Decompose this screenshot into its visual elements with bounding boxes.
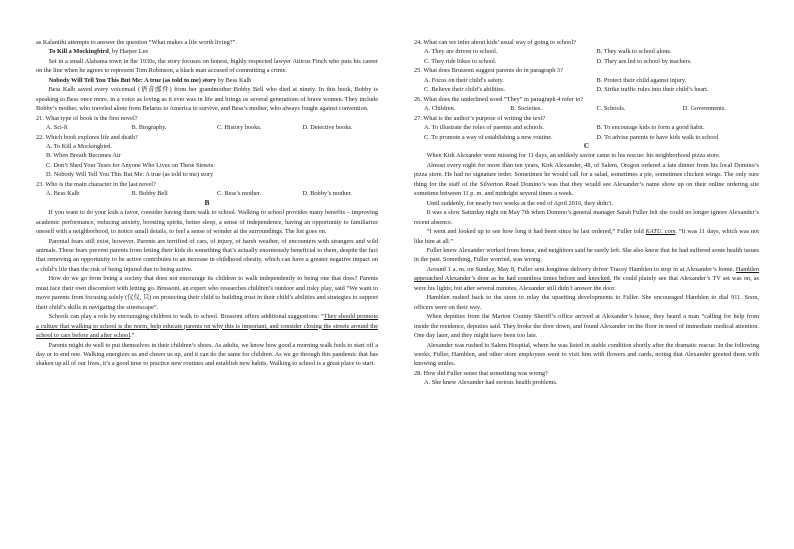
option: B. When Breath Becomes Air [46, 152, 121, 160]
question-28: 28. How did Fuller sense that something was wrong? [414, 369, 548, 377]
option: C. Bess’s mother. [217, 190, 262, 198]
question-21: 21. What type of book is the first novel? [36, 114, 138, 122]
book-title: To Kill a Mockingbird [48, 48, 109, 56]
option: D. Governments. [682, 105, 726, 113]
option: B. Protect their child against injury. [596, 76, 687, 84]
text: “I went and looked up to see how long it had been since he last ordered,” Fuller told [426, 228, 646, 236]
option: C. Don’t Shed Your Tears for Anyone Who Lives on These Streets [46, 161, 214, 169]
option: A. She knew Alexander had serious health problems. [424, 379, 558, 387]
book-author: , by Harper Lee [108, 48, 149, 56]
question-25: 25. What does Brussoni suggest parents do in paragraph 3? [414, 67, 563, 75]
text: He could plainly see that Alexander’s TV set was on, as were his lights; but after several minutes, Alexander still didn’t answer the door. [414, 275, 759, 292]
passage-c-paragraph-5 [414, 227, 759, 246]
book-description-nobody: Bess Kalb saved every voicemail (语音邮件) from her grandmother Bobby Bell who died at ninety. In this book, Bobby is speaking to Bess once more, in a voice as loving as it ever was in life and brings us several generations of brave women. They include Bobby’s mother, who traveled alone from Belarus to America to survive, and Bess’s mother, who always fought against convention. [36, 86, 378, 113]
option: D. Detective books. [302, 124, 353, 132]
passage-b-paragraph-1: If you want to do your kids a favor, consider having them walk to school. Walking to school provides many benefits – improving academic performance, reducing anxiety, boosting spirits, better sleep, a sense of independence, having an opportunity to familiarize oneself with a neighborhood, to notice small details, to feel a sense of wonder at the surroundings. The list goes on. [36, 209, 378, 236]
option: C. Schools. [596, 105, 626, 113]
option: D. Nobody Will Tell You This But Me: A true (as told to me) story [46, 171, 214, 179]
question-26-options [414, 104, 759, 113]
passage-c-paragraph-9: When deputies from the Marion County Sheriff’s office arrived at Alexander’s house, they heard a man “calling for help from inside the residence, deputies said. They broke the door down, and found Alexander on the floor in need of immediate medical attention. One day later, and they might have been too late. [414, 313, 759, 340]
text: Schools can play a role by encouraging children to walk to school. Brussoni offers additional suggestions: “ [48, 313, 324, 321]
passage-c-paragraph-2: Almost every night for more than ten years, Kirk Alexander, 48, of Salem, Oregon ordered a late dinner from his local Domino’s pizza store. He had no signature order. Sometimes he would call for a salad, sometimes a pie, sometimes chicken wings. The only sure thing for the staff of the Silverton Road Domino’s was that they would see Alexander’s name show up on their online ordering site sometime between 11 p. m. and midnight several times a week. [414, 161, 759, 198]
question-23: 23. Who is the main character in the last novel? [36, 180, 156, 188]
right-column [414, 38, 759, 388]
text: . “It was 11 days, which was not like him at all.” [414, 228, 759, 245]
question-25-options [414, 76, 759, 95]
question-22: 22. Which book explores life and death? [36, 133, 138, 141]
option: B. Bobby Bell [131, 190, 168, 198]
text: .” [130, 332, 135, 340]
book-title-nobody [36, 76, 378, 85]
question-23-options [36, 189, 378, 198]
passage-c-paragraph-3: Until suddenly, for nearly two weeks at the end of April 2016, they didn’t. [426, 199, 614, 207]
question-22-options [36, 142, 378, 180]
website-name: KATU. com [645, 228, 676, 236]
passage-c-paragraph-4: It was a slow Saturday night on May 7th when Domino’s general manager Sarah Fuller felt she could no longer ignore Alexander’s recent absence. [414, 209, 759, 226]
option: A. They are driven to school. [424, 48, 498, 56]
question-24: 24. What can we infer about kids’ usual way of going to school? [414, 39, 576, 46]
book-description-mockingbird: Set in a small Alabama town in the 1930s, the story focuses on honest, highly respected lawyer Atticus Finch who puts his career on the line when he agrees to represent Tom Robinson, a black man accused of committing a crime. [36, 57, 378, 75]
passage-b-paragraph-3: How do we go from being a society that does not encourage its children to walk independently to being one that does? Parents must face their own discomfort with letting go. Brussoni, an expert who researches children’s outdoor and risky play, said “We want to move parents from focusing solely (仅仅, 只) on protecting their child to building trust in their child’s abilities and strategies to support their child’s skills in navigating the streetscape”. [36, 275, 378, 311]
passage-c-paragraph-6: Fuller knew Alexander worked from home, and neighbors said he rarely left. She also knew that he had suffered some health issues in the past. Something, Fuller worried, was wrong. [414, 246, 759, 264]
book-author: by Bess Kalb [216, 76, 252, 84]
question-26: 26. What does the underlined word “They” in paragraph 4 refer to? [414, 95, 584, 103]
passage-b-paragraph-4 [36, 312, 378, 340]
passage-c-paragraph-7 [414, 265, 759, 293]
left-column [36, 38, 378, 369]
option: D. Strike traffic rules into their child’s heart. [596, 86, 709, 94]
option: D. Bobby’s mother. [302, 190, 352, 198]
passage-a-ending: as Kalanithi attempts to answer the question “What makes a life worth living?”. [36, 39, 237, 46]
question-21-options [36, 123, 378, 132]
book-title: Nobody Will Tell You This But Me: A true (as told to me) story [48, 76, 217, 84]
question-27: 27. What is the author’s purpose of writing the text? [414, 114, 546, 122]
option: A. Bess Kalb [46, 190, 80, 198]
passage-c-paragraph-1: When Kirk Alexander went missing for 11 days, an unlikely savior came to his rescue: his neighborhood pizza store. [426, 152, 721, 160]
passage-c-paragraph-10: Alexander was rushed to Salem Hospital, where he was listed in stable condition shortly after the dramatic rescue. In the following weeks, Fuller, Hamblen, and other store employees went to visit him with flowers and cards, noting that Alexander greeted them with knowing smiles. [414, 341, 759, 368]
option: A. To Kill a Mockingbird. [46, 142, 112, 150]
option: C. To promote a way of establishing a new routine. [424, 133, 553, 141]
option: D. They are led to school by teachers. [596, 57, 692, 65]
passage-b-paragraph-2: Parental fears still exist, however. Parents are terrified of cars, of injury, of harsh weather, of encounters with strangers and wild animals. These fears prevent parents from letting their kids do something that’s actually enormously beneficial to them, despite the fact that removing an opportunity to be active contributes to an increase in childhood obesity, which can have a greater negative impact on a child’s life than the risk of being injured due to being active. [36, 237, 378, 273]
option: A. Sci-fi [46, 124, 68, 132]
option: C. They ride bikes to school. [424, 57, 497, 65]
passage-b-paragraph-5: Parents might do well to put themselves in their children’s shoes. As adults, we know how good a morning walk feels to start off a day or to end one. Walking energizes us and cheers us up, and it can do the same for children. As we go through this pandemic that has shaken up all of our lives, it’s a good time to practice new routines and establish new habits. Walking to school is a great place to start. [36, 341, 378, 368]
option: B. Societies. [510, 105, 542, 113]
option: A. To illustrate the roles of parents and schools. [424, 124, 545, 132]
option: D. To advise parents to have kids walk to school [596, 133, 719, 141]
option: A. Focus on their child’s safety. [424, 76, 504, 84]
option: B. To encourage kids to form a good habit. [596, 124, 705, 132]
passage-c-paragraph-8: Hamblen rushed back to the store to relay the upsetting developments to Fuller. She encouraged Hamblen to dial 911. Soon, officers were on their way. [414, 294, 759, 311]
section-b-heading: B [204, 198, 210, 207]
question-27-options [414, 123, 759, 142]
text: Around 1 a. m. on Sunday, May 8, Fuller sent longtime delivery driver Tracey Hamblen to stop in at Alexander’s home. [426, 265, 736, 273]
book-title-mockingbird [36, 47, 378, 56]
option: B. They walk to school alone. [596, 48, 672, 56]
option: C. History books. [217, 124, 262, 132]
question-24-options [414, 47, 759, 66]
underlined-text: Hamblen approached Alexander’s door as he had countless times before and knocked. [414, 265, 759, 283]
underlined-text: They should promote a culture that walking to school is the norm, help educate parents on why this is important, and consider closing the streets around the school to cars before and after school [36, 313, 378, 340]
question-28-options [414, 378, 759, 387]
option: B. Biography. [131, 124, 167, 132]
option: C. Believe their child’s abilities. [424, 86, 506, 94]
option: A. Children. [424, 105, 456, 113]
section-c-heading: C [583, 141, 590, 150]
